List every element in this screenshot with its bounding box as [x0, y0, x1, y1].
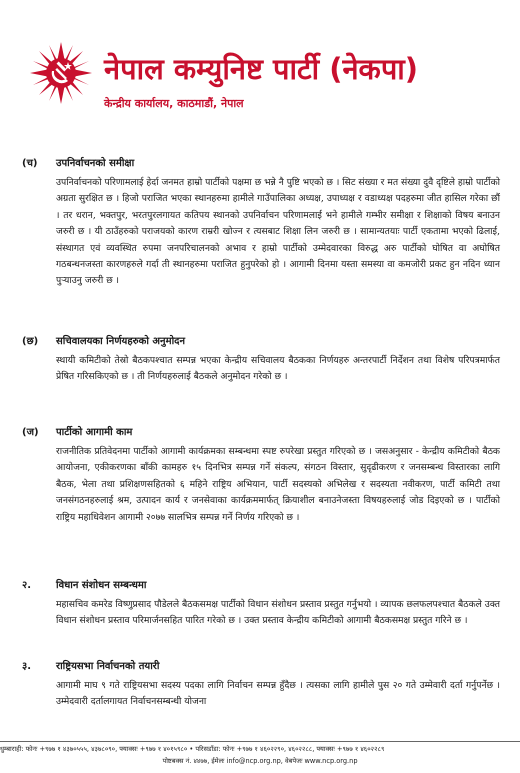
section-statute-amendment	[22, 579, 500, 630]
section-national-assembly-election	[22, 660, 500, 711]
section-body: स्थायी कमिटीको तेस्रो बैठकपश्चात सम्पन्न भएका केन्द्रीय सचिवालय बैठकका निर्णयहरु अन्तरपार्टी निर्देशन तथा विशेष परिपत्रमार्फत प्रेषित गरिसकिएको छ । ती निर्णयहरुलाई बैठकले अनुमोदन गरेको छ ।	[56, 355, 500, 383]
section-body: उपनिर्वाचनको परिणामलाई हेर्दा जनमत हाम्रो पार्टीको पक्षमा छ भन्ने नै पुष्टि भएको छ । सिट संख्या र मत संख्या दुवै दृष्टिले हाम्रो पार्टीको अग्रता सुरक्षित छ । हिजो पराजित भएका स्थानहरुमा हामीले गाउँपालिका अध्यक्ष, उपाध्यक्ष र वडाध्यक्ष पदहरुमा जीत हासिल गरेका छौं । तर धरान, भक्तपुर, भरतपुरलगायत कतिपय स्थानको उपनिर्वाचन परिणामलाई भने हामीले गम्भीर समीक्षा र शिक्षाको विषय बनाउन जरुरी छ । यी ठाउँहरुको पराजयको कारण राम्ररी खोज्न र त्यसबाट शिक्षा लिन जरुरी छ । सामान्यतयाः पार्टी एकतामा भएको ढिलाई, संस्थागत एवं व्यवस्थित रुपमा जनपरिचालनको अभाव र हाम्रो पार्टीको उम्मेदवारका विरुद्ध अरु पार्टीको घोषित वा अघोषित गठबन्धनजस्ता कारणहरुले गर्दा ती स्थानहरुमा पराजित हुनुपरेको हो । आगामी दिनमा यस्ता समस्या वा कमजोरी प्रकट हुन नदिन ध्यान पुऱ्याउनु जरुरी छ ।	[56, 177, 500, 287]
section-marker: (ज)	[22, 427, 39, 438]
footer-address-line: पोष्टबक्स नं. ४४७७, ईमेलः info@ncp.org.np, वेबपेजः www.ncp.org.np	[162, 757, 358, 765]
section-title: सचिवालयका निर्णयहरुको अनुमोदन	[56, 336, 186, 347]
footer-divider	[0, 741, 520, 742]
section-marker: २.	[22, 580, 31, 591]
hammer-sickle-star-emblem-icon	[30, 42, 92, 104]
section-marker: (च)	[22, 158, 38, 169]
section-body: आगामी माघ ९ गते राष्ट्रियसभा सदस्य पदका लागि निर्वाचन सम्पन्न हुँदैछ । त्यसका लागि हामीले पुस २० गते उम्मेवारी दर्ता गर्नुपर्नेछ । उम्मेदवारी दर्तालगायत निर्वाचनसम्बन्धी योजना	[56, 680, 500, 708]
section-title: पार्टीको आगामी काम	[56, 427, 133, 438]
footer-contact-line: धुम्बाराही: फोनः +९७७ १ ४३७०५५५, ४३७८०९०, फ्याक्सः +९७७ १ ४०१५९८० • परिसडाँडा: फोनः +९७७ १ ४६०२२९०, ४६०२२८८, फ्याक्सः +९७७ १ ४६०२२८९	[0, 745, 385, 753]
section-title: राष्ट्रियसभा निर्वाचनको तयारी	[56, 661, 160, 672]
section-by-election-review	[22, 157, 500, 290]
section-body: राजनीतिक प्रतिवेदनमा पार्टीको आगामी कार्यक्रमका सम्बन्धमा स्पष्ट रुपरेखा प्रस्तुत गरिएको छ । जसअनुसार - केन्द्रीय कमिटीको बैठक आयोजना, एकीकरणका बाँकी कामहरु १५ दिनभित्र सम्पन्न गर्ने संकल्प, संगठन विस्तार, सुदृढीकरण र जनसम्बन्ध विस्तारका लागि बैठक, भेला तथा प्रशिक्षणसहितको ६ महिने राष्ट्रिय अभियान, पार्टी सदस्यको अभिलेख र सदस्यता नवीकरण, पार्टी कमिटी तथा जनसंगठनहरुलाई श्रम, उत्पादन कार्य र जनसेवाका कार्यक्रममार्फत् क्रियाशील बनाउनेजस्ता विषयहरुलाई जोड दिइएको छ । पार्टीको राष्ट्रिय महाधिवेशन आगामी २०७७ सालभित्र सम्पन्न गर्ने निर्णय गरिएको छ ।	[56, 446, 500, 523]
section-marker: ३.	[22, 661, 31, 672]
section-title: विधान संशोधन सम्बन्धमा	[56, 580, 147, 591]
section-body: महासचिव कमरेड विष्णुप्रसाद पौडेलले बैठकसमक्ष पार्टीको विधान संशोधन प्रस्ताव प्रस्तुत गर्नुभयो । व्यापक छलफलपश्चात बैठकले उक्त विधान संशोधन प्रस्ताव परिमार्जनसहित पारित गरेको छ । उक्त प्रस्ताव केन्द्रीय कमिटीको आगामी बैठकसमक्ष प्रस्तुत गरिने छ ।	[56, 599, 500, 627]
section-secretariat-decisions	[22, 335, 500, 386]
party-name-heading: नेपाल कम्युनिष्ट पार्टी (नेकपा)	[104, 52, 419, 86]
office-address-subheading: केन्द्रीय कार्यालय, काठमाडौं, नेपाल	[104, 97, 244, 110]
section-marker: (छ)	[22, 336, 39, 347]
section-party-next-work	[22, 426, 500, 526]
section-title: उपनिर्वाचनको समीक्षा	[56, 158, 135, 169]
